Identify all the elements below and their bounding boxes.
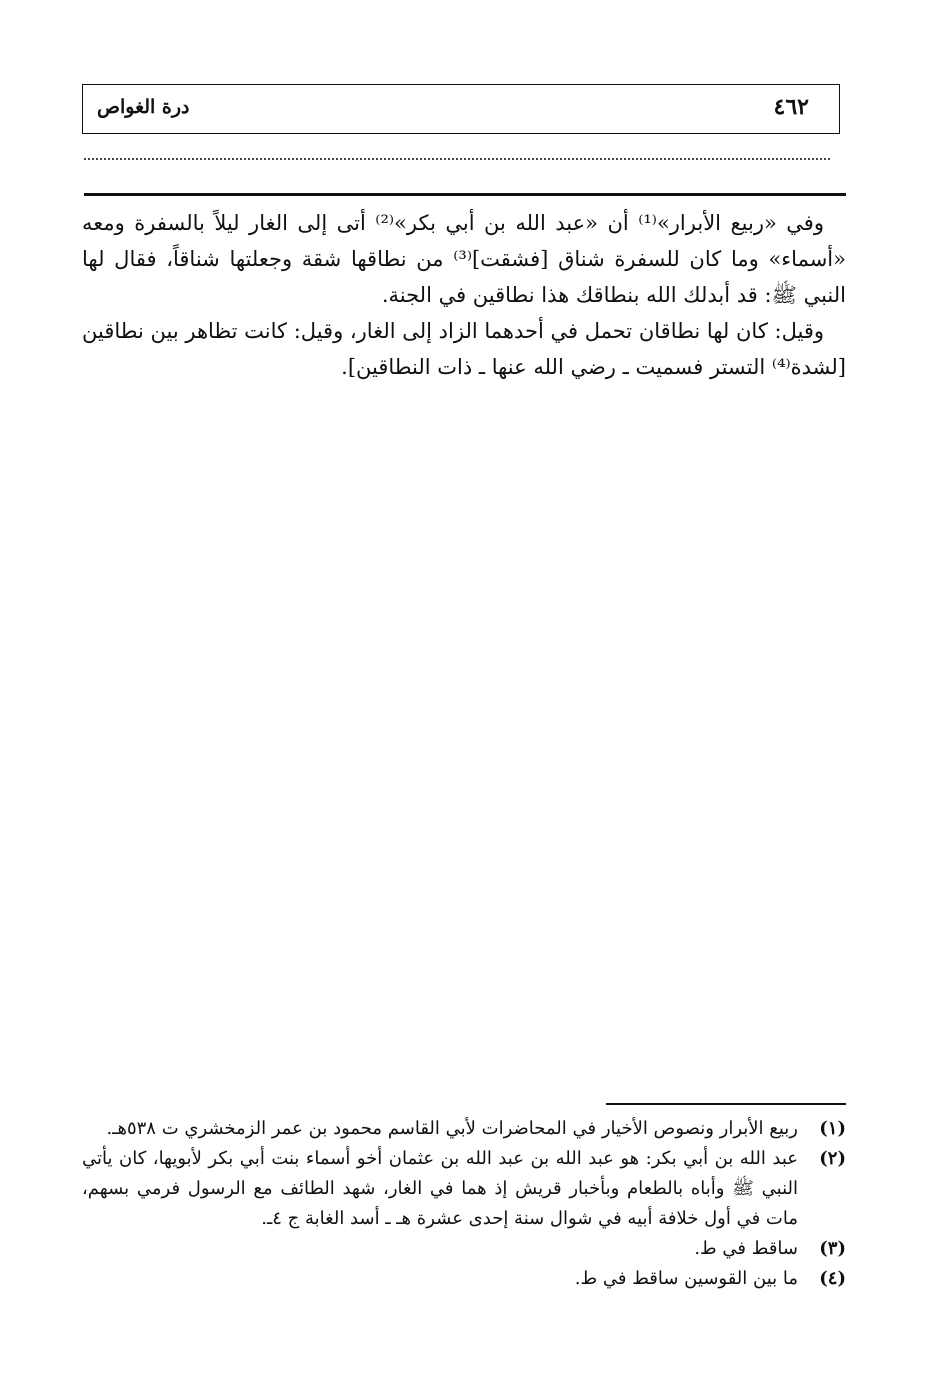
footnote-number: (٤) <box>819 1268 846 1289</box>
footnote-item <box>82 1264 846 1294</box>
paragraph: وفي «ربيع الأبرار»⁽¹⁾ أن «عبد الله بن أبي بكر»⁽²⁾ أتى إلى الغار ليلاً بالسفرة ومعه «أسماء» وما كان للسفرة شناق [فشقت]⁽³⁾ من نطاقها شقة وجعلتها شناقاً، فقال لها النبي ﷺ: قد أبدلك الله بنطاقك هذا نطاقين في الجنة. <box>82 211 846 307</box>
footnote-separator <box>606 1103 846 1105</box>
footnote-text: ساقط في ط. <box>694 1238 798 1259</box>
footnote-text: ربيع الأبرار ونصوص الأخيار في المحاضرات لأبي القاسم محمود بن عمر الزمخشري ت ٥٣٨هـ. <box>106 1118 798 1139</box>
running-title: درة الغواص <box>97 96 190 118</box>
paragraph: وقيل: كان لها نطاقان تحمل في أحدهما الزاد إلى الغار، وقيل: كانت تظاهر بين نطاقين [لشدة⁽⁴⁾ التستر فسميت ـ رضي الله عنها ـ ذات النطاقين]. <box>82 319 846 379</box>
footnote-text: ما بين القوسين ساقط في ط. <box>574 1268 798 1289</box>
footnotes <box>82 1114 846 1294</box>
footnote-number: (٣) <box>819 1238 846 1259</box>
footnote-text: عبد الله بن أبي بكر: هو عبد الله بن عبد الله بن عثمان أخو أسماء بنت أبي بكر لأبويها، كان يأتي النبي ﷺ وأباه بالطعام وبأخبار قريش إذ هما في الغار، شهد الطائف مع الرسول فرمي بسهم، مات في أول خلافة أبيه في شوال سنة إحدى عشرة هـ ـ أسد الغابة ج ٤ـ. <box>82 1148 798 1229</box>
footnote-number: (١) <box>819 1118 846 1139</box>
header-rule <box>84 193 846 196</box>
page-number: ٤٦٢ <box>773 94 809 120</box>
footnote-number: (٢) <box>819 1148 846 1169</box>
page-header <box>82 84 840 134</box>
dotted-separator <box>84 158 830 160</box>
main-text <box>82 205 846 385</box>
footnote-item <box>82 1114 846 1144</box>
footnote-item <box>82 1144 846 1234</box>
footnote-item <box>82 1234 846 1264</box>
